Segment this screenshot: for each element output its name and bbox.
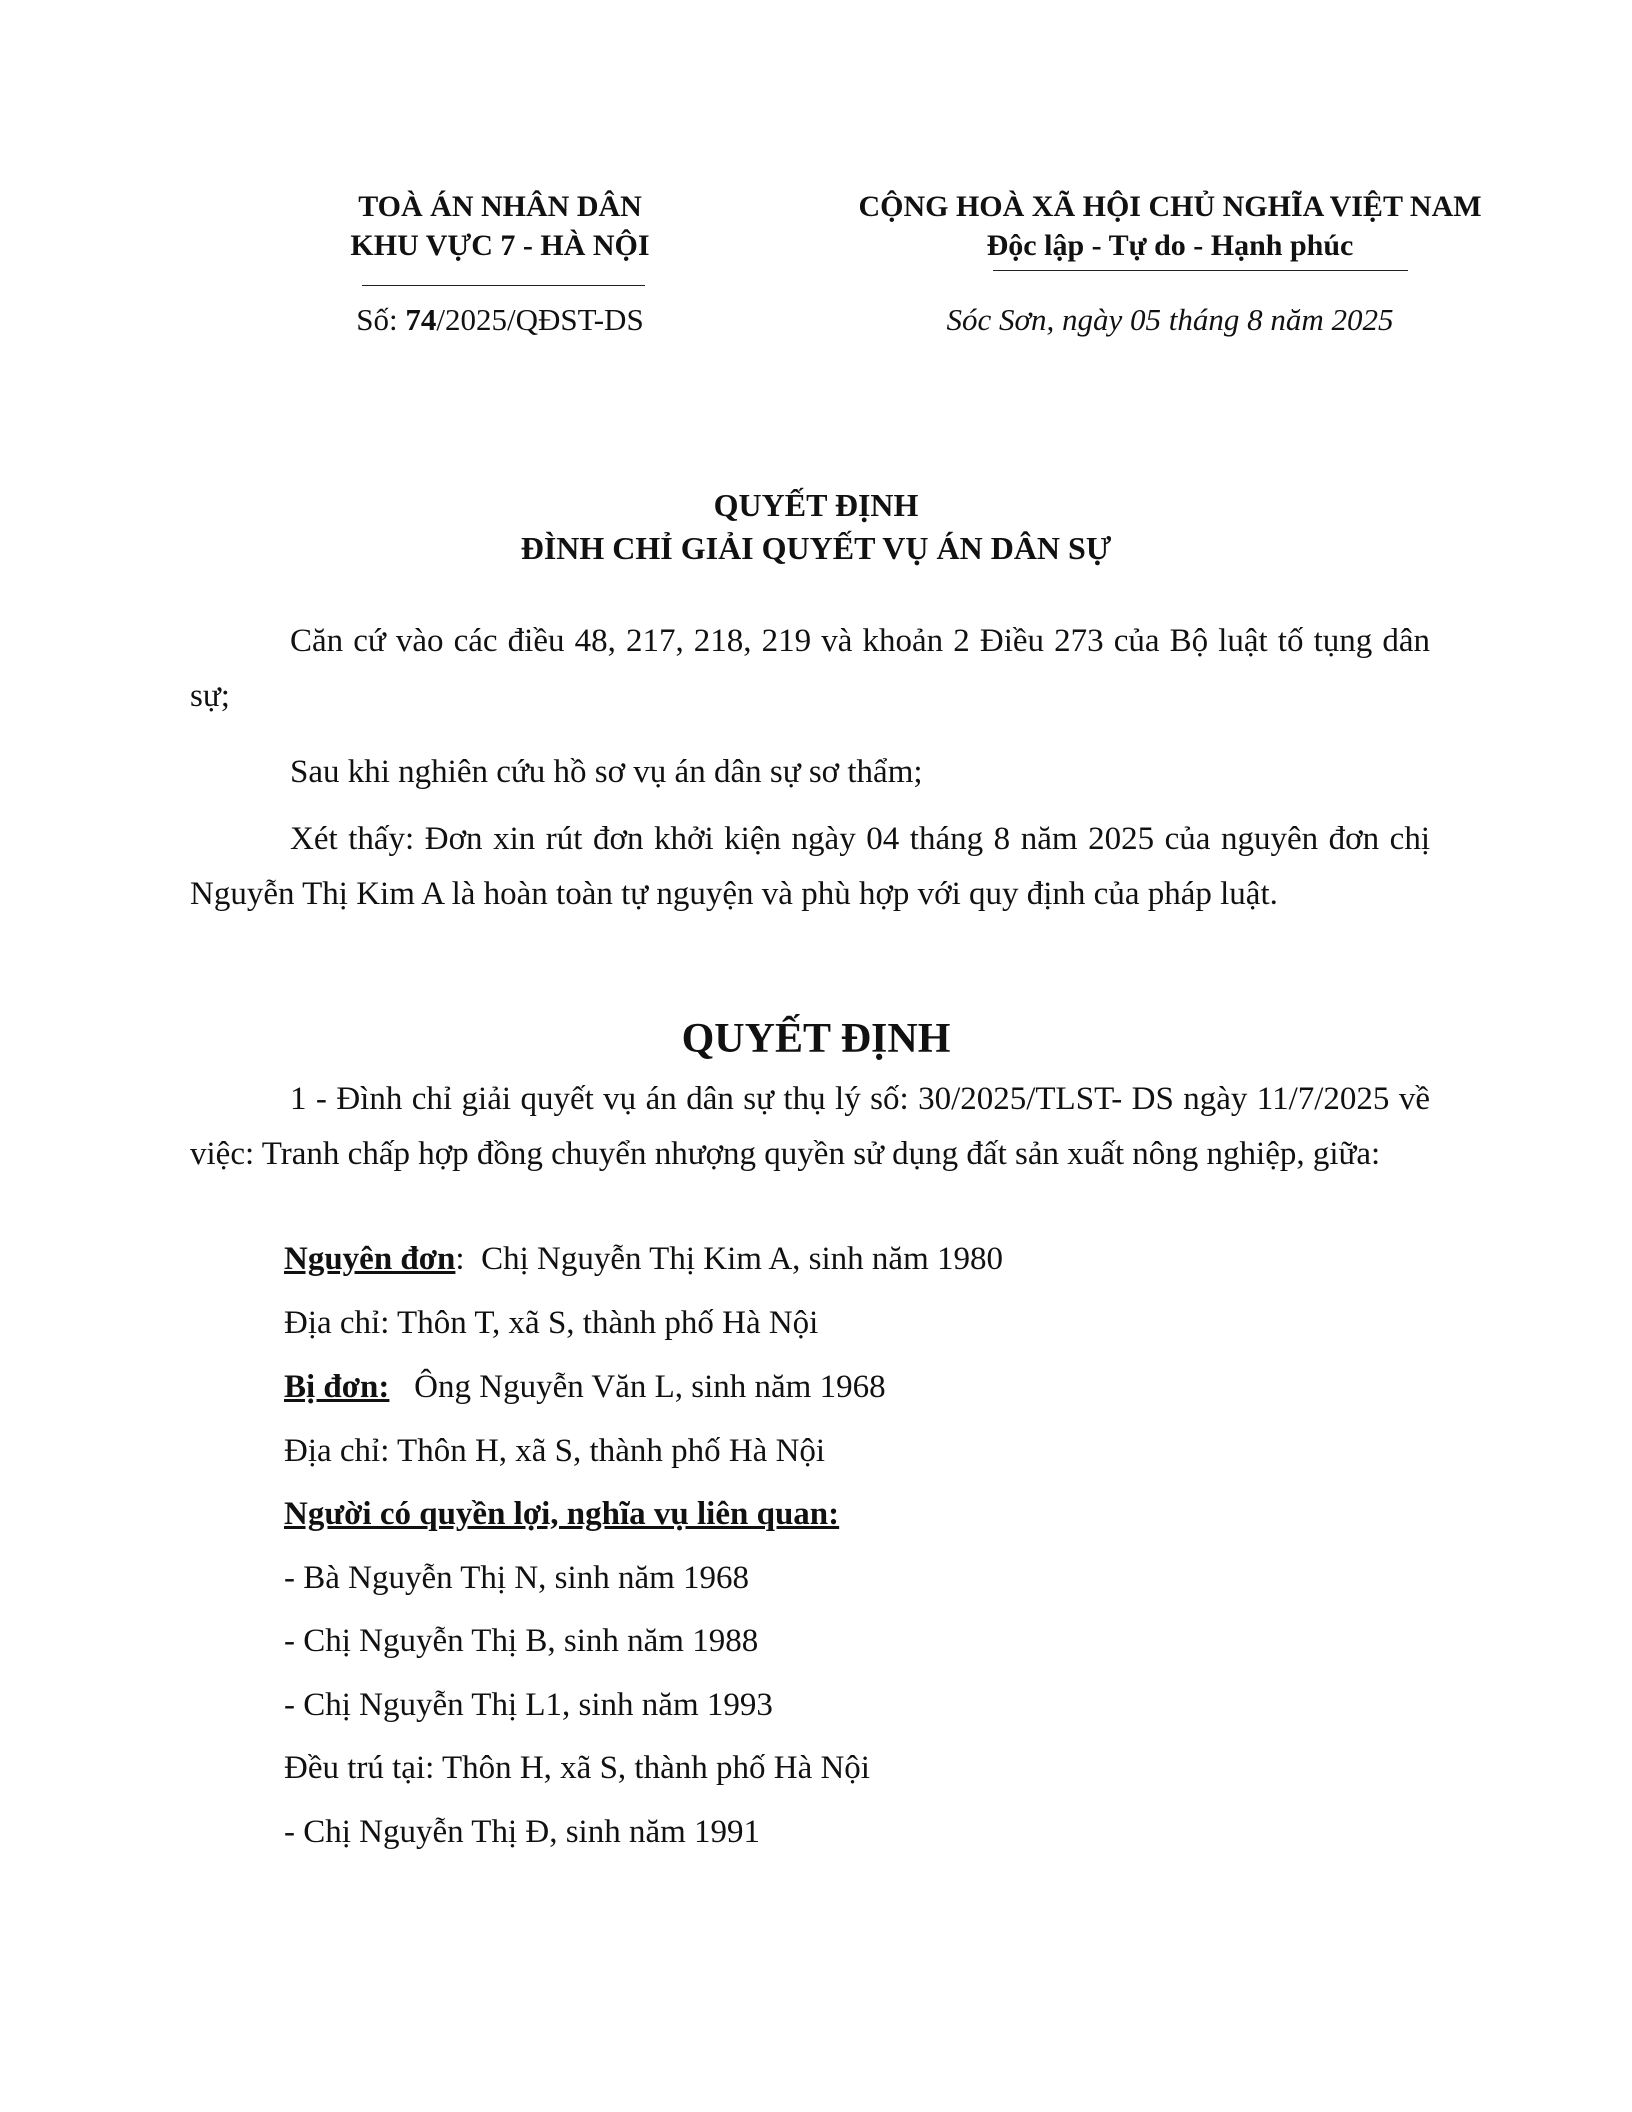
motto-divider [993,270,1408,271]
plaintiff-label: Nguyên đơn [284,1241,456,1277]
plaintiff-line: Nguyên đơn: Chị Nguyễn Thị Kim A, sinh năm 1980 [284,1241,1003,1277]
number-bold: 74 [405,302,437,337]
decision-heading: QUYẾT ĐỊNH [681,1016,951,1062]
related-person-3: - Chị Nguyễn Thị L1, sinh năm 1993 [284,1687,773,1723]
document-number [300,302,700,338]
document-title: QUYẾT ĐỊNH [713,487,919,523]
defendant-line [284,1365,886,1409]
place-date: Sóc Sơn, ngày 05 tháng 8 năm 2025 [946,302,1394,337]
court-divider [362,285,645,286]
related-person-4: - Chị Nguyễn Thị Đ, sinh năm 1991 [284,1814,761,1850]
defendant-address: Địa chỉ: Thôn H, xã S, thành phố Hà Nội [284,1433,826,1469]
national-motto: Độc lập - Tự do - Hạnh phúc [986,229,1354,262]
related-parties-label: Người có quyền lợi, nghĩa vụ liên quan: [284,1496,840,1532]
plaintiff-value: Chị Nguyễn Thị Kim A, sinh năm 1980 [481,1241,1003,1277]
basis-paragraph-3: Xét thấy: Đơn xin rút đơn khởi kiện ngày 04 tháng 8 năm 2025 của nguyên đơn chị Nguyễn Thị Kim A là hoàn toàn tự nguyện và phù hợp với quy định của pháp luật. [190,821,1430,912]
document-subtitle: ĐÌNH CHỈ GIẢI QUYẾT VỤ ÁN DÂN SỰ [520,530,1112,566]
residence-line: Đều trú tại: Thôn H, xã S, thành phố Hà Nội [284,1750,870,1786]
court-region: KHU VỰC 7 - HÀ NỘI [350,229,650,262]
defendant-value: Ông Nguyễn Văn L, sinh năm 1968 [414,1369,886,1405]
basis-paragraph-2: Sau khi nghiên cứu hồ sơ vụ án dân sự sơ thẩm; [290,754,923,790]
related-person-1: - Bà Nguyễn Thị N, sinh năm 1968 [284,1560,750,1596]
basis-paragraph-1: Căn cứ vào các điều 48, 217, 218, 219 và khoản 2 Điều 273 của Bộ luật tố tụng dân sự; [190,623,1430,714]
republic-name: CỘNG HOÀ XÃ HỘI CHỦ NGHĨA VIỆT NAM [858,190,1482,223]
number-suffix: /2025/QĐST-DS [436,302,644,337]
plaintiff-address: Địa chỉ: Thôn T, xã S, thành phố Hà Nội [284,1305,819,1341]
decision-item-1: 1 - Đình chỉ giải quyết vụ án dân sự thụ lý số: 30/2025/TLST- DS ngày 11/7/2025 về việc: Tranh chấp hợp đồng chuyển nhượng quyền sử dụng đất sản xuất nông nghiệp, giữa: [190,1081,1430,1172]
court-name: TOÀ ÁN NHÂN DÂN [358,190,642,223]
number-prefix: Số: [356,302,406,337]
related-person-2: - Chị Nguyễn Thị B, sinh năm 1988 [284,1623,759,1659]
defendant-label: Bị đơn: [284,1369,390,1405]
